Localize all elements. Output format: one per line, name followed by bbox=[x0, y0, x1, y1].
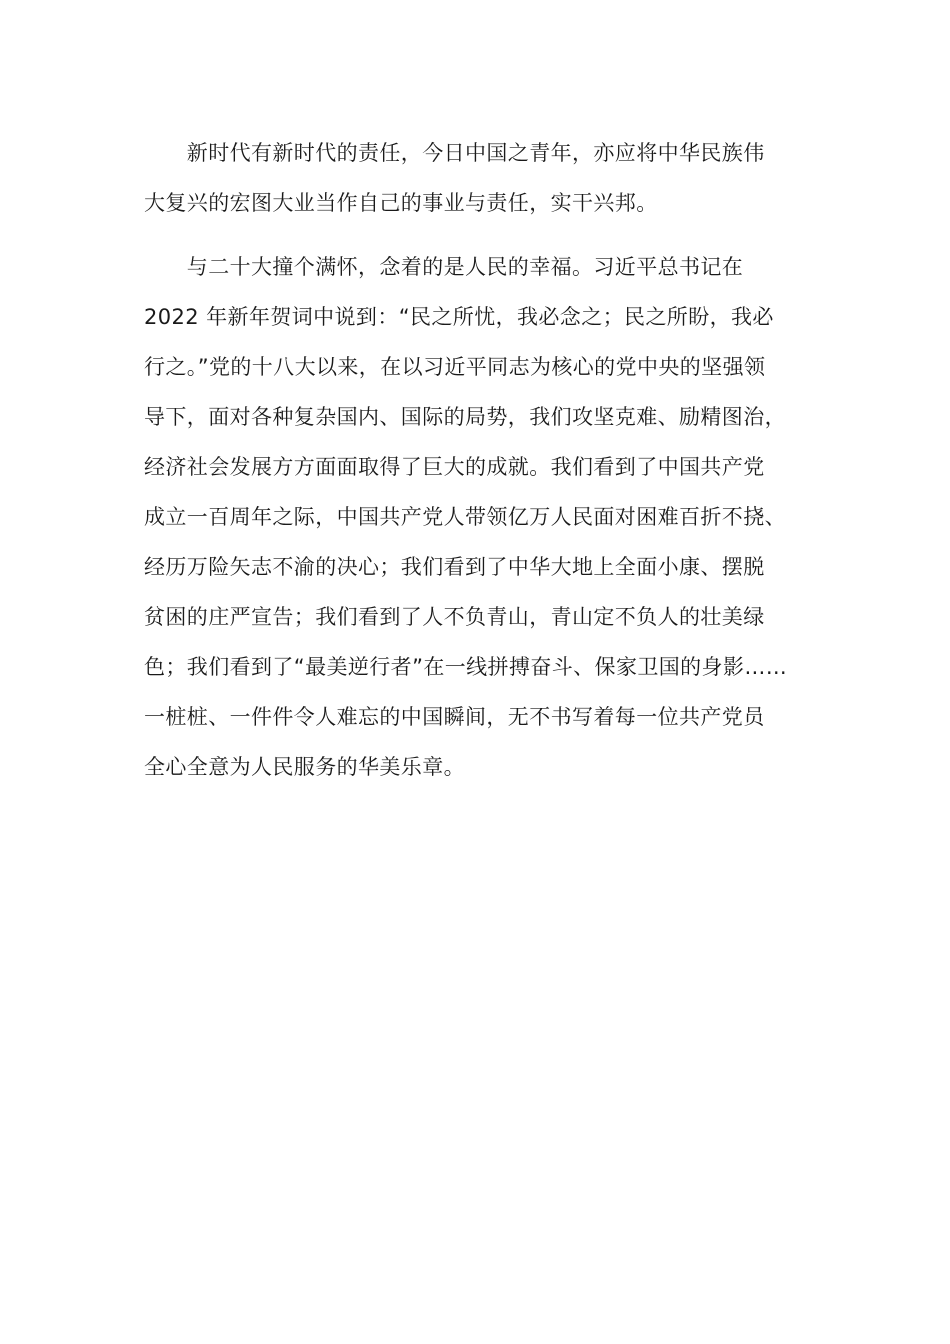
paragraph-line: 行之。”党的十八大以来，在以习近平同志为核心的党中央的坚强领 bbox=[144, 355, 766, 379]
paragraph-line: 成立一百周年之际，中国共产党人带领亿万人民面对困难百折不挠、 bbox=[144, 505, 786, 529]
paragraph-line: 新时代有新时代的责任，今日中国之青年，亦应将中华民族伟 bbox=[144, 141, 765, 165]
paragraph-line: 贫困的庄严宣告；我们看到了人不负青山，青山定不负人的壮美绿 bbox=[144, 605, 765, 629]
paragraph-2 bbox=[144, 242, 814, 792]
document-body bbox=[144, 128, 814, 792]
paragraph-line: 导下，面对各种复杂国内、国际的局势，我们攻坚克难、励精图治， bbox=[144, 405, 786, 429]
paragraph-line: 经历万险矢志不渝的决心；我们看到了中华大地上全面小康、摆脱 bbox=[144, 555, 765, 579]
paragraph-line: 色；我们看到了“最美逆行者”在一线拼搏奋斗、保家卫国的身影…… bbox=[144, 655, 788, 679]
paragraph-line: 一桩桩、一件件令人难忘的中国瞬间，无不书写着每一位共产党员 bbox=[144, 705, 765, 729]
paragraph-line: 经济社会发展方方面面取得了巨大的成就。我们看到了中国共产党 bbox=[144, 455, 765, 479]
paragraph-line: 与二十大撞个满怀，念着的是人民的幸福。习近平总书记在 bbox=[144, 255, 744, 279]
paragraph-1 bbox=[144, 128, 814, 228]
paragraph-line: 大复兴的宏图大业当作自己的事业与责任，实干兴邦。 bbox=[144, 191, 658, 215]
paragraph-line: 全心全意为人民服务的华美乐章。 bbox=[144, 755, 465, 779]
paragraph-spacer bbox=[144, 228, 814, 242]
paragraph-line: 2022 年新年贺词中说到：“民之所忧，我必念之；民之所盼，我必 bbox=[144, 305, 774, 329]
